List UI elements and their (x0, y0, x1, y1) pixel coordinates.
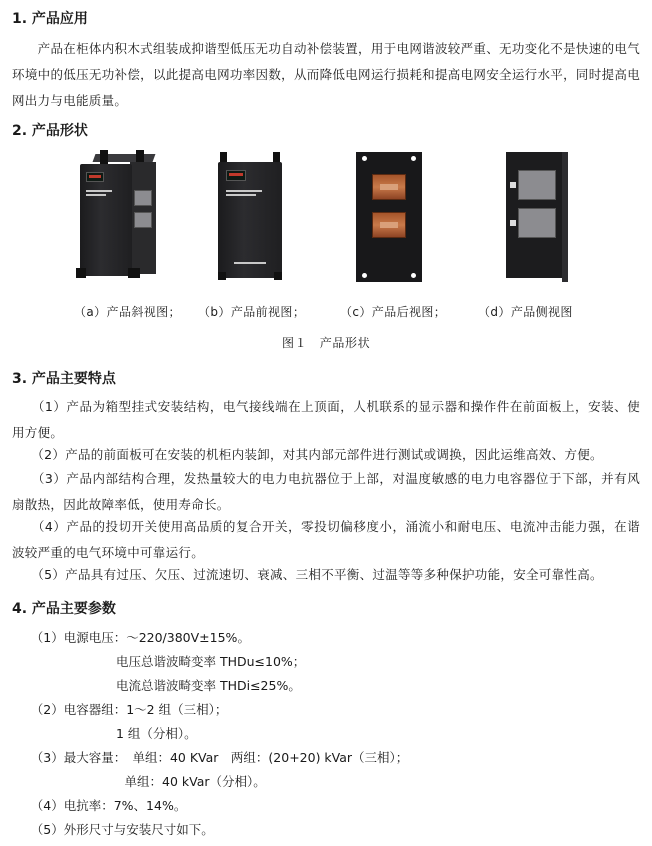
section-heading-features: 3. 产品主要特点 (12, 371, 116, 387)
param-line-thdi: 电流总谐波畸变率 THDi≤25%。 (12, 678, 301, 693)
feature-item-2: （2）产品的前面板可在安装的机柜内装卸，对其内部元部件进行测试或调换，因此运维高效、方便。 (12, 447, 603, 462)
param-line-capacity-3phase: （3）最大容量： 单组：40 KVar 两组：(20+20) kVar（三相）； (12, 750, 409, 765)
feature-item-5: （5）产品具有过压、欠压、过流速切、衰减、三相不平衡、过温等等多种保护功能，安全可靠性高。 (12, 567, 603, 582)
caption-back-view: （c）产品后视图； (340, 305, 447, 319)
feature-item-3: （3）产品内部结构合理，发热量较大的电力电抗器位于上部，对温度敏感的电力电容器位于下部，并有风扇散热，因此故障率低，使用寿命长。 (12, 471, 640, 512)
product-image-front (218, 152, 282, 282)
feature-item-1: （1）产品为箱型挂式安装结构，电气接线端在上顶面，人机联系的显示器和操作件在前面板上，安装、使用方便。 (12, 399, 640, 440)
product-image-back (356, 152, 422, 282)
product-image-oblique (72, 150, 162, 280)
caption-side-view: （d）产品侧视图 (478, 305, 573, 319)
section-heading-shape: 2. 产品形状 (12, 123, 88, 139)
param-line-voltage: （1）电源电压：～220/380V±15%。 (12, 630, 250, 645)
feature-item-4: （4）产品的投切开关使用高品质的复合开关，零投切偏移度小，涌流小和耐电压、电流冲击能力强，在谐波较严重的电气环境中可靠运行。 (12, 519, 640, 560)
product-image-side (500, 152, 570, 282)
param-line-thdu: 电压总谐波畸变率 THDu≤10%； (12, 654, 306, 669)
caption-oblique-view: （a）产品斜视图； (74, 305, 181, 319)
param-line-reactance: （4）电抗率：7%、14%。 (12, 798, 187, 813)
param-line-capacitor-3phase: （2）电容器组：1～2 组（三相）； (12, 702, 228, 717)
section-heading-parameters: 4. 产品主要参数 (12, 601, 116, 617)
param-line-capacitor-split: 1 组（分相）。 (12, 726, 197, 741)
application-paragraph: 产品在柜体内积木式组装成抑谐型低压无功自动补偿装置，用于电网谐波较严重、无功变化不是快速的电气环境中的低压无功补偿，以此提高电网功率因数，从而降低电网运行损耗和提高电网安全运行水平，同时提高电网出力与电能质量。 (12, 41, 640, 108)
section-heading-application: 1. 产品应用 (12, 11, 88, 27)
param-line-dimensions: （5）外形尺寸与安装尺寸如下。 (12, 822, 214, 837)
caption-front-view: （b）产品前视图； (198, 305, 306, 319)
figure-title: 图１ 产品形状 (282, 336, 371, 350)
param-line-capacity-split: 单组：40 kVar（分相）。 (12, 774, 266, 789)
